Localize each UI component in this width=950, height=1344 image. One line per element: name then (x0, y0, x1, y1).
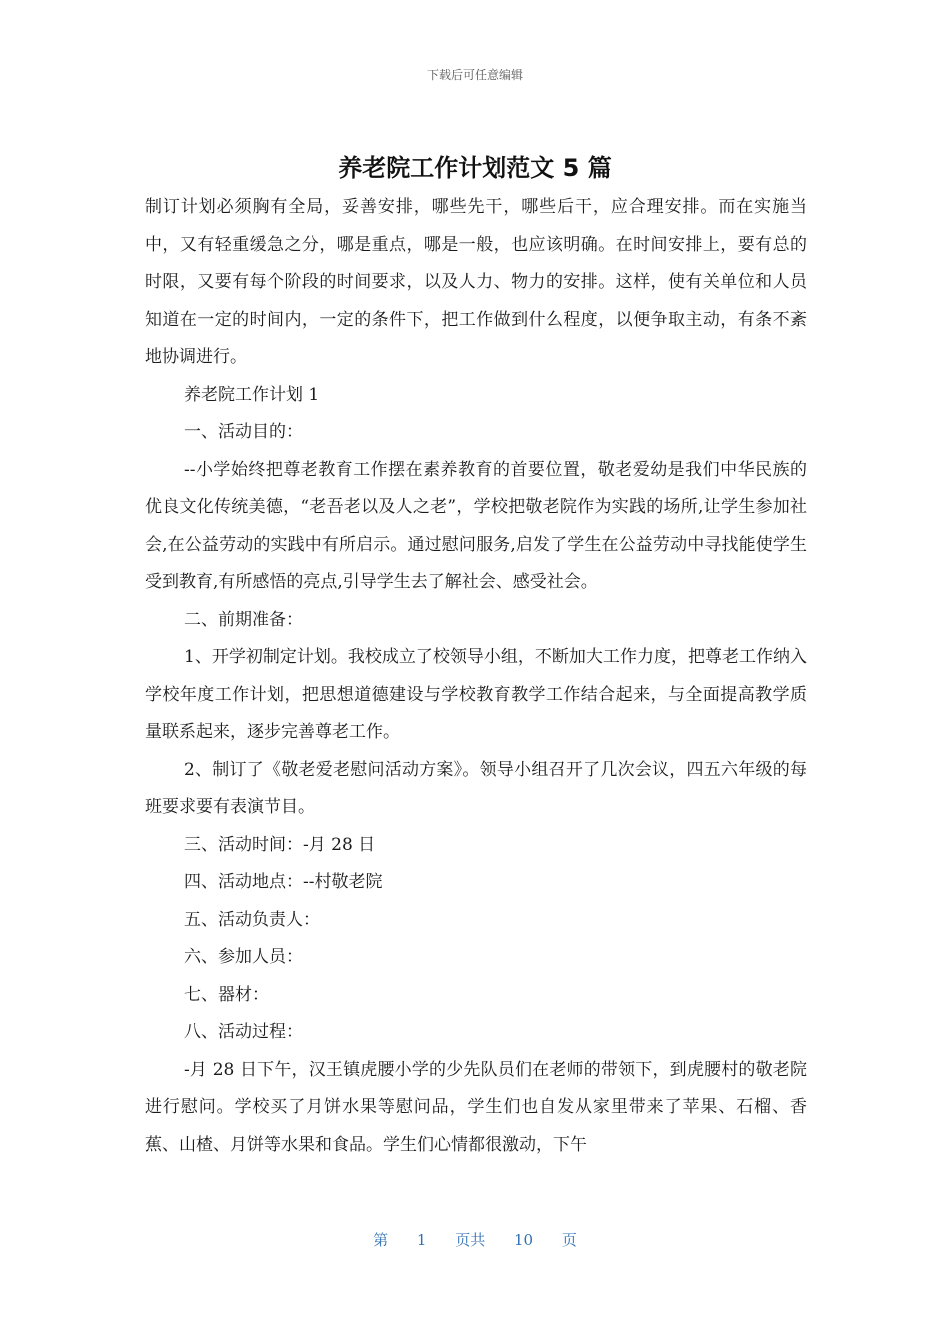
heading-preparation: 二、前期准备： (184, 609, 303, 630)
item-activity-leader: 五、活动负责人： (184, 909, 320, 930)
paragraph-activity-purpose: --小学始终把尊老教育工作摆在素养教育的首要位置，敬老爱幼是我们中华民族的优良文化传统美德，“老吾老以及人之老”，学校把敬老院作为实践的场所,让学生参加社会,在公益劳动的实践中有所启示。通过慰问服务,启发了学生在公益劳动中寻找能使学生受到教育,有所感悟的亮点,引导学生去了解社会、感受社会。 (145, 459, 807, 592)
page-footer (0, 1229, 950, 1250)
item-equipment: 七、器材： (184, 984, 269, 1005)
intro-paragraph: 制订计划必须胸有全局，妥善安排，哪些先干，哪些后干，应合理安排。而在实施当中，又有轻重缓急之分，哪是重点，哪是一般，也应该明确。在时间安排上，要有总的时限，又要有每个阶段的时间要求，以及人力、物力的安排。这样，使有关单位和人员知道在一定的时间内，一定的条件下，把工作做到什么程度，以便争取主动，有条不紊地协调进行。 (145, 197, 807, 367)
document-body (145, 189, 807, 1164)
item-activity-time: 三、活动时间：-月 28 日 (184, 834, 376, 855)
heading-activity-process: 八、活动过程： (184, 1022, 303, 1042)
document-title: 养老院工作计划范文 5 篇 (338, 154, 612, 182)
paragraph-preparation-1: 1、开学初制定计划。我校成立了校领导小组，不断加大工作力度，把尊老工作纳入学校年度工作计划，把思想道德建设与学校教育教学工作结合起来，与全面提高教学质量联系起来，逐步完善尊老工作。 (145, 647, 807, 742)
page-label-suffix: 页 (561, 1231, 577, 1249)
total-pages-number: 10 (514, 1231, 534, 1249)
page-label-prefix: 第 (373, 1231, 389, 1249)
paragraph-preparation-2: 2、制订了《敬老爱老慰问活动方案》。领导小组召开了几次会议，四五六年级的每班要求要有表演节目。 (145, 759, 807, 817)
item-activity-location: 四、活动地点：--村敬老院 (184, 872, 383, 892)
header-note: 下载后可任意编辑 (426, 68, 523, 82)
item-participants: 六、参加人员： (184, 947, 303, 967)
heading-activity-purpose: 一、活动目的： (184, 422, 303, 442)
section-heading-plan-1: 养老院工作计划 1 (184, 384, 320, 405)
page-label-mid: 页共 (455, 1231, 486, 1249)
current-page-number: 1 (416, 1231, 427, 1249)
paragraph-activity-process: -月 28 日下午，汉王镇虎腰小学的少先队员们在老师的带领下，到虎腰村的敬老院进行慰问。学校买了月饼水果等慰问品，学生们也自发从家里带来了苹果、石榴、香蕉、山楂、月饼等水果和食品。学生们心情都很激动，下午 (145, 1059, 807, 1155)
